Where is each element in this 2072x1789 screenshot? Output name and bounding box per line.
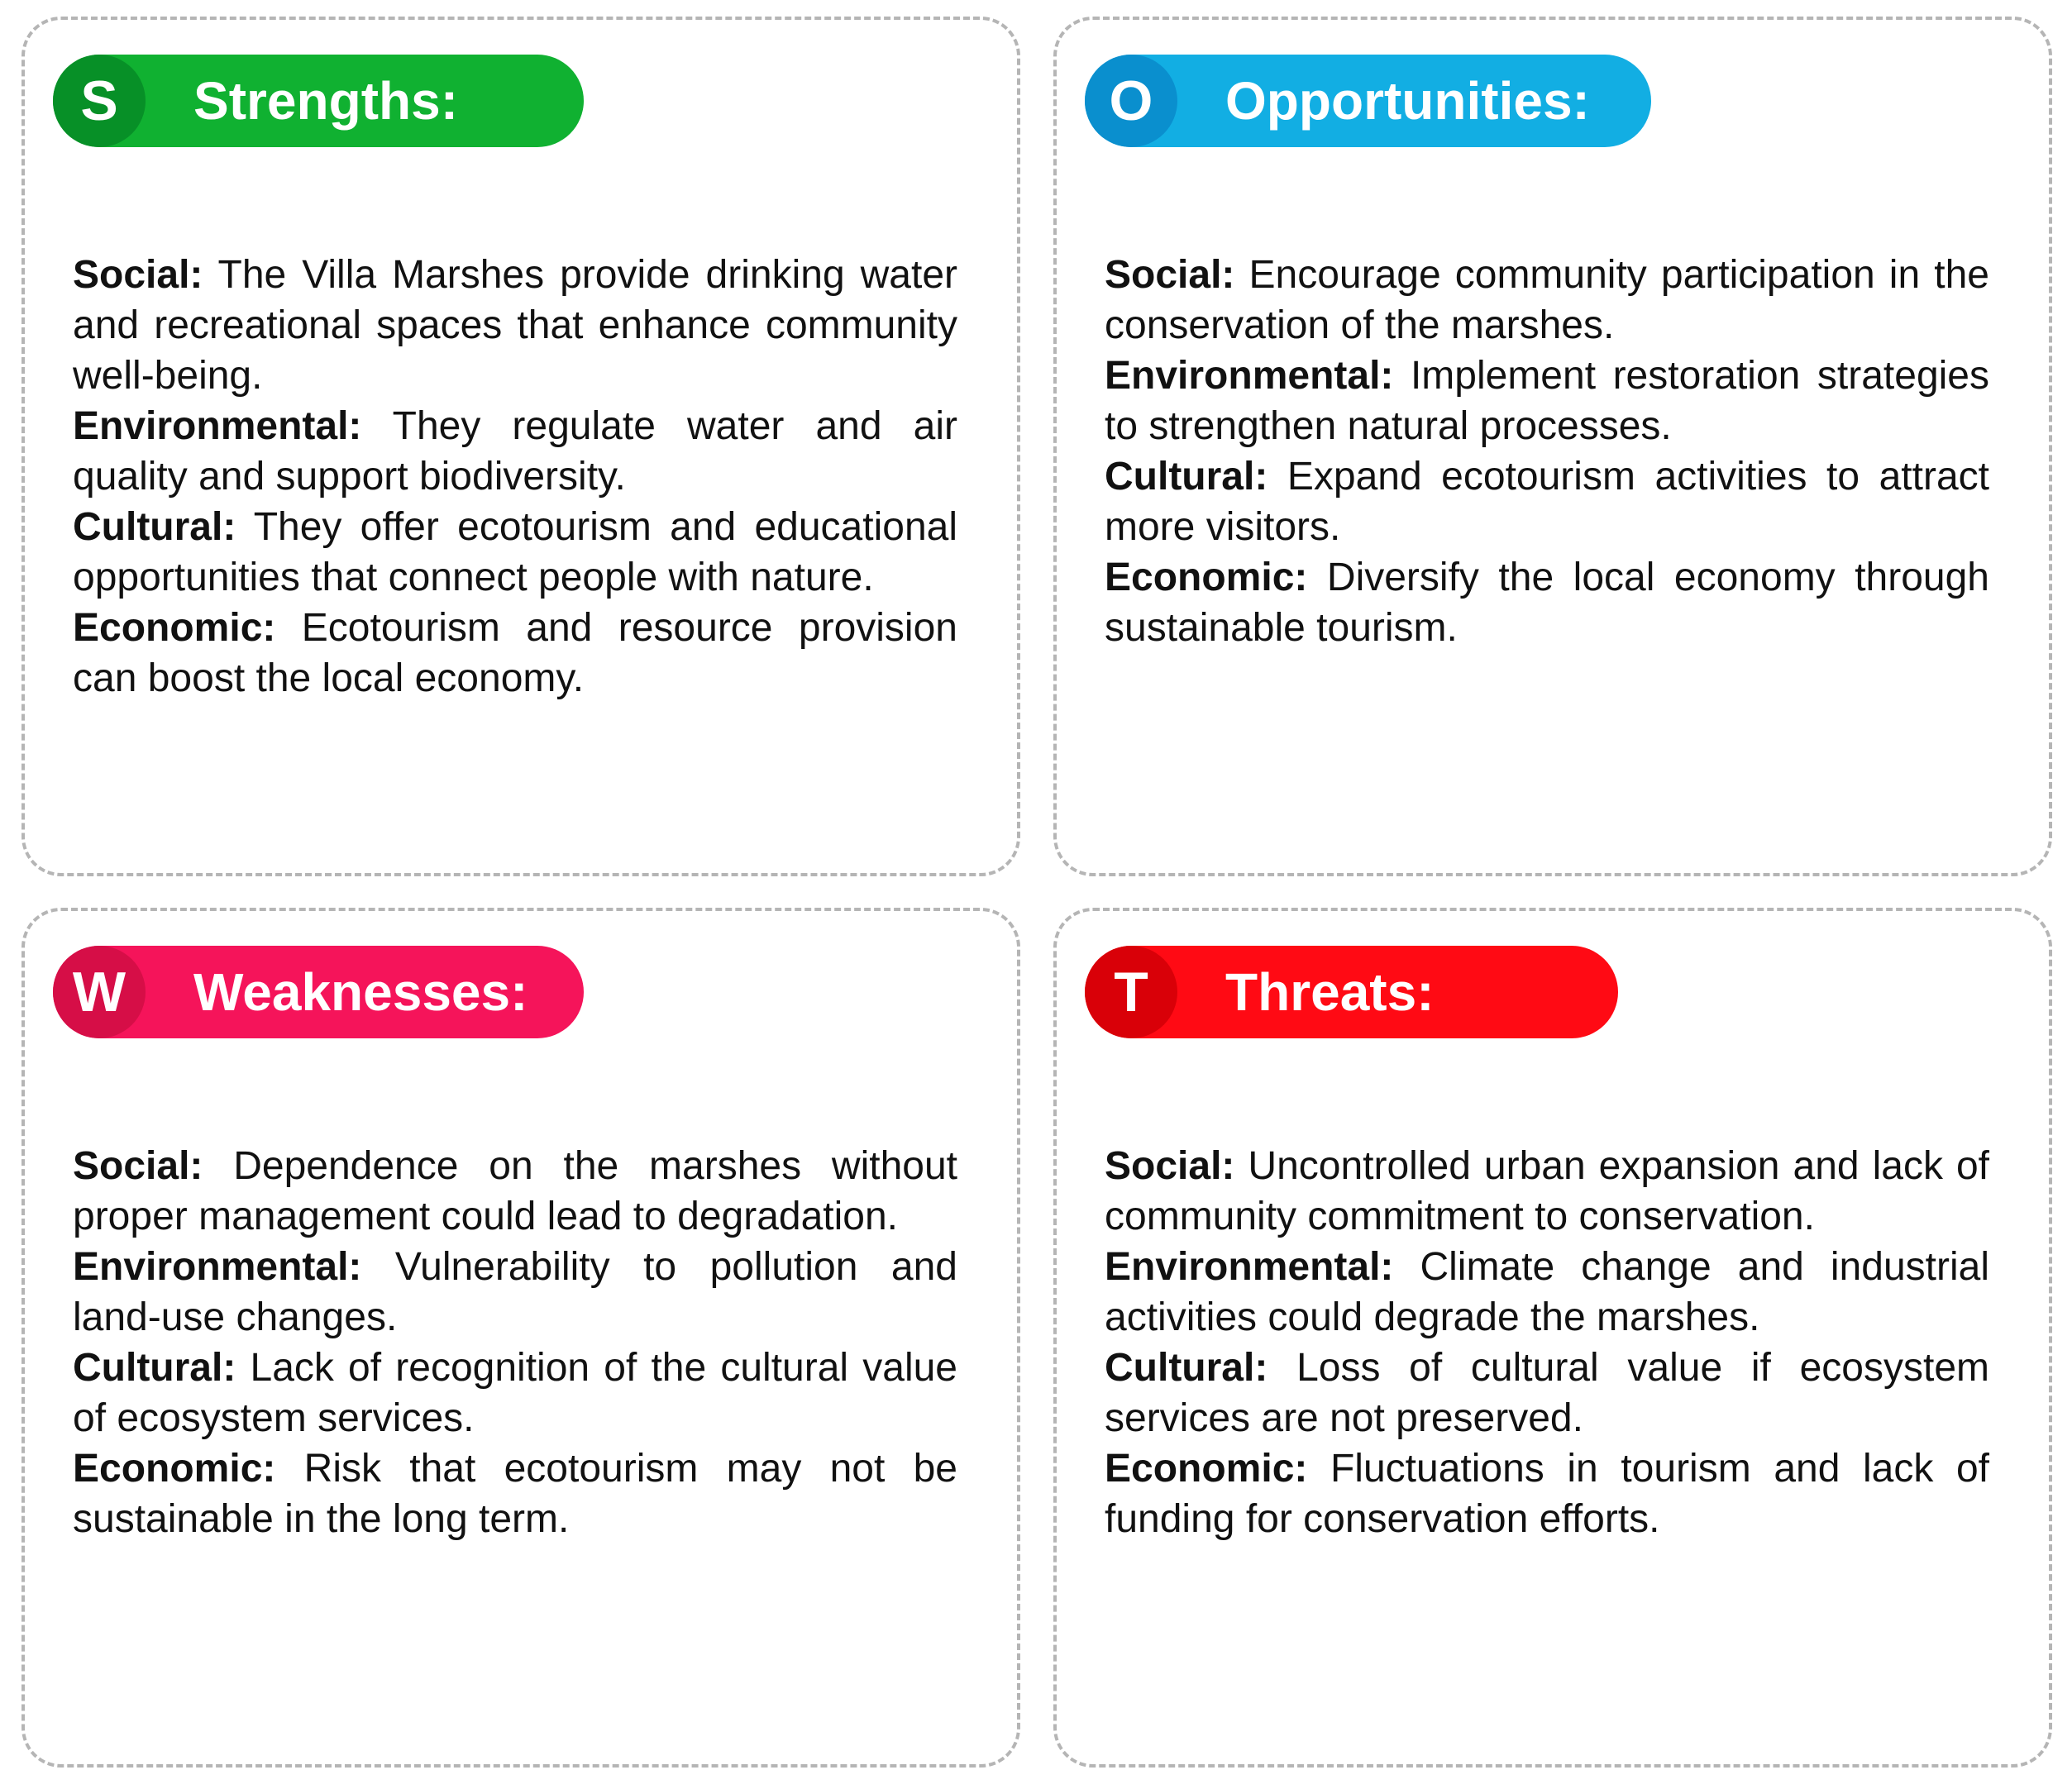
threats-content	[1105, 1141, 1989, 1544]
weaknesses-item-environmental: Environmental: Vulnerability to pollution and land-use changes.	[73, 1245, 957, 1339]
weaknesses-letter-badge: W	[53, 946, 146, 1038]
weaknesses-title: Weaknesses:	[193, 962, 528, 1022]
threats-header	[1085, 946, 1618, 1038]
strengths-title: Strengths:	[193, 71, 458, 131]
strengths-content	[73, 250, 957, 704]
threats-item-social: Social: Uncontrolled urban expansion and lack of community commitment to conservation.	[1105, 1144, 1989, 1238]
strengths-item-cultural: Cultural: They offer ecotourism and educational opportunities that connect people with nature.	[73, 505, 957, 599]
opportunities-item-social: Social: Encourage community participation in the conservation of the marshes.	[1105, 253, 1989, 347]
threats-item-cultural: Cultural: Loss of cultural value if ecosystem services are not preserved.	[1105, 1346, 1989, 1440]
threats-letter-badge: T	[1085, 946, 1177, 1038]
opportunities-letter-badge: O	[1085, 55, 1177, 147]
threats-title: Threats:	[1225, 962, 1435, 1022]
strengths-panel	[21, 17, 1020, 876]
opportunities-content	[1105, 250, 1989, 653]
opportunities-item-economic: Economic: Diversify the local economy through sustainable tourism.	[1105, 556, 1990, 650]
weaknesses-item-social: Social: Dependence on the marshes without proper management could lead to degradation.	[73, 1144, 957, 1238]
opportunities-item-environmental: Environmental: Implement restoration strategies to strengthen natural processes.	[1105, 354, 1989, 448]
weaknesses-panel	[21, 908, 1020, 1768]
opportunities-item-cultural: Cultural: Expand ecotourism activities to attract more visitors.	[1105, 455, 1989, 549]
opportunities-panel	[1053, 17, 2052, 876]
strengths-item-environmental: Environmental: They regulate water and air quality and support biodiversity.	[73, 404, 957, 499]
opportunities-title: Opportunities:	[1225, 71, 1590, 131]
strengths-header	[53, 55, 584, 147]
opportunities-header	[1085, 55, 1651, 147]
strengths-letter-badge: S	[53, 55, 146, 147]
weaknesses-content	[73, 1141, 957, 1544]
weaknesses-header	[53, 946, 584, 1038]
weaknesses-item-cultural: Cultural: Lack of recognition of the cultural value of ecosystem services.	[73, 1346, 957, 1440]
threats-panel	[1053, 908, 2052, 1768]
threats-item-economic: Economic: Fluctuations in tourism and lack of funding for conservation efforts.	[1105, 1447, 1989, 1541]
strengths-item-social: Social: The Villa Marshes provide drinking water and recreational spaces that enhance community well-being.	[73, 253, 958, 398]
strengths-item-economic: Economic: Ecotourism and resource provision can boost the local economy.	[73, 606, 957, 700]
threats-item-environmental: Environmental: Climate change and industrial activities could degrade the marshes.	[1105, 1245, 1989, 1339]
weaknesses-item-economic: Economic: Risk that ecotourism may not be sustainable in the long term.	[73, 1447, 957, 1541]
